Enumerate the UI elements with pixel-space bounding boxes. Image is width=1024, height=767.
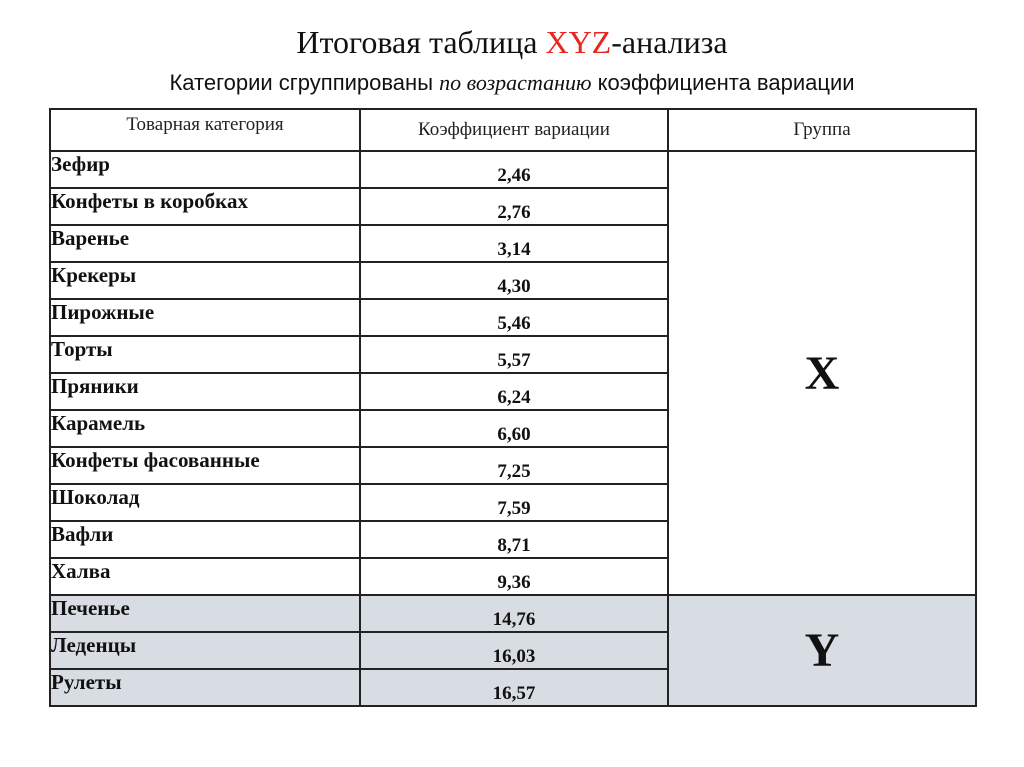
- row-cv: 9,36: [360, 558, 668, 595]
- row-cv: 7,25: [360, 447, 668, 484]
- row-category: Пряники: [50, 373, 360, 410]
- header-coefficient: Коэффициент вариации: [360, 109, 668, 151]
- row-cv: 4,30: [360, 262, 668, 299]
- row-cv: 14,76: [360, 595, 668, 632]
- row-cv: 2,76: [360, 188, 668, 225]
- row-category: Вафли: [50, 521, 360, 558]
- xyz-table: [49, 108, 977, 707]
- row-category: Конфеты фасованные: [50, 447, 360, 484]
- slide-title: [0, 22, 1024, 62]
- row-category: Рулеты: [50, 669, 360, 706]
- row-category: Зефир: [50, 151, 360, 188]
- row-category: Леденцы: [50, 632, 360, 669]
- header-category: Товарная категория: [50, 109, 360, 151]
- row-category: Конфеты в коробках: [50, 188, 360, 225]
- row-cv: 7,59: [360, 484, 668, 521]
- subtitle-emphasis: по возрастанию: [439, 70, 592, 95]
- row-cv: 3,14: [360, 225, 668, 262]
- title-text-start: Итоговая таблица: [296, 24, 546, 60]
- title-text-end: -анализа: [611, 24, 728, 60]
- table-row: [50, 151, 976, 188]
- subtitle-text-start: Категории сгруппированы: [169, 70, 440, 95]
- row-category: Карамель: [50, 410, 360, 447]
- row-category: Шоколад: [50, 484, 360, 521]
- group-y-cell: Y: [668, 595, 976, 706]
- row-category: Печенье: [50, 595, 360, 632]
- row-cv: 16,57: [360, 669, 668, 706]
- row-category: Крекеры: [50, 262, 360, 299]
- row-category: Торты: [50, 336, 360, 373]
- row-cv: 8,71: [360, 521, 668, 558]
- row-cv: 2,46: [360, 151, 668, 188]
- title-accent-xyz: XYZ: [545, 24, 612, 60]
- row-cv: 6,24: [360, 373, 668, 410]
- row-cv: 5,57: [360, 336, 668, 373]
- row-category: Пирожные: [50, 299, 360, 336]
- slide-subtitle: [0, 68, 1024, 98]
- table-row-shaded: [50, 595, 976, 632]
- subtitle-text-end: коэффициента вариации: [591, 70, 855, 95]
- group-x-cell: X: [668, 151, 976, 595]
- table-header-row: [50, 109, 976, 151]
- row-category: Варенье: [50, 225, 360, 262]
- row-category: Халва: [50, 558, 360, 595]
- row-cv: 5,46: [360, 299, 668, 336]
- row-cv: 6,60: [360, 410, 668, 447]
- row-cv: 16,03: [360, 632, 668, 669]
- header-group: Группа: [668, 109, 976, 151]
